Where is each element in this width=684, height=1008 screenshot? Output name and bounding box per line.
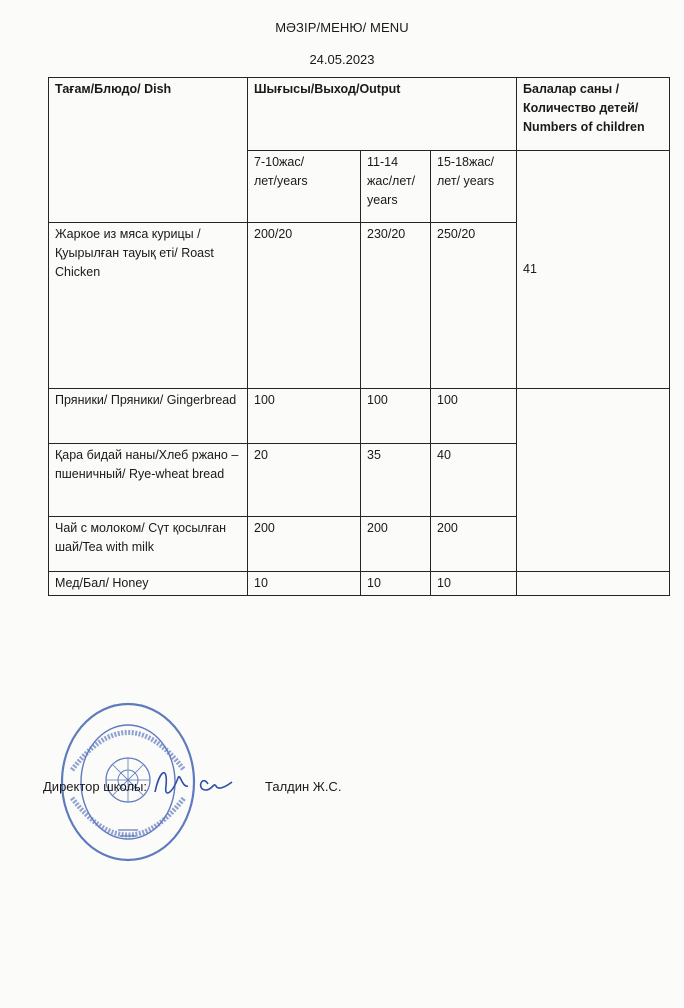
table-header-row: [49, 78, 670, 151]
output-11-14: 100: [361, 389, 431, 444]
age-group-15-18: 15-18жас/лет/ years: [431, 151, 517, 223]
output-7-10: 20: [248, 444, 361, 517]
output-15-18: 40: [431, 444, 517, 517]
output-7-10: 200/20: [248, 223, 361, 389]
dish-name: Чай с молоком/ Сүт қосылған шай/Tea with milk: [49, 517, 248, 572]
menu-date: 24.05.2023: [309, 52, 375, 67]
director-label: Директор школы:: [43, 779, 147, 794]
output-7-10: 10: [248, 572, 361, 596]
output-15-18: 10: [431, 572, 517, 596]
signature-block: [43, 775, 443, 805]
menu-table: [48, 77, 670, 596]
page-title: МӘЗІР/МЕНЮ/ MENU: [275, 20, 409, 35]
output-11-14: 10: [361, 572, 431, 596]
age-group-11-14: 11-14 жас/лет/ years: [361, 151, 431, 223]
output-7-10: 100: [248, 389, 361, 444]
table-row: [49, 572, 670, 596]
output-column-header: Шығысы/Выход/Output: [248, 78, 517, 151]
children-empty-cell: [517, 572, 670, 596]
output-15-18: 200: [431, 517, 517, 572]
output-11-14: 35: [361, 444, 431, 517]
dish-name: Мед/Бал/ Honey: [49, 572, 248, 596]
children-empty-cell: [517, 389, 670, 572]
dish-name: Қара бидай наны/Хлеб ржано – пшеничный/ Rye-wheat bread: [49, 444, 248, 517]
output-7-10: 200: [248, 517, 361, 572]
output-15-18: 100: [431, 389, 517, 444]
output-11-14: 230/20: [361, 223, 431, 389]
children-count-cell: 41: [517, 151, 670, 389]
age-group-7-10: 7-10жас/лет/years: [248, 151, 361, 223]
table-row: [49, 389, 670, 444]
director-name: Талдин Ж.С.: [265, 779, 342, 794]
dish-name: Жаркое из мяса курицы / Қуырылған тауық еті/ Roast Chicken: [49, 223, 248, 389]
children-column-header: Балалар саны /Количество детей/ Numbers of children: [517, 78, 670, 151]
dish-column-header: Тағам/Блюдо/ Dish: [49, 78, 248, 223]
dish-name: Пряники/ Пряники/ Gingerbread: [49, 389, 248, 444]
output-11-14: 200: [361, 517, 431, 572]
output-15-18: 250/20: [431, 223, 517, 389]
